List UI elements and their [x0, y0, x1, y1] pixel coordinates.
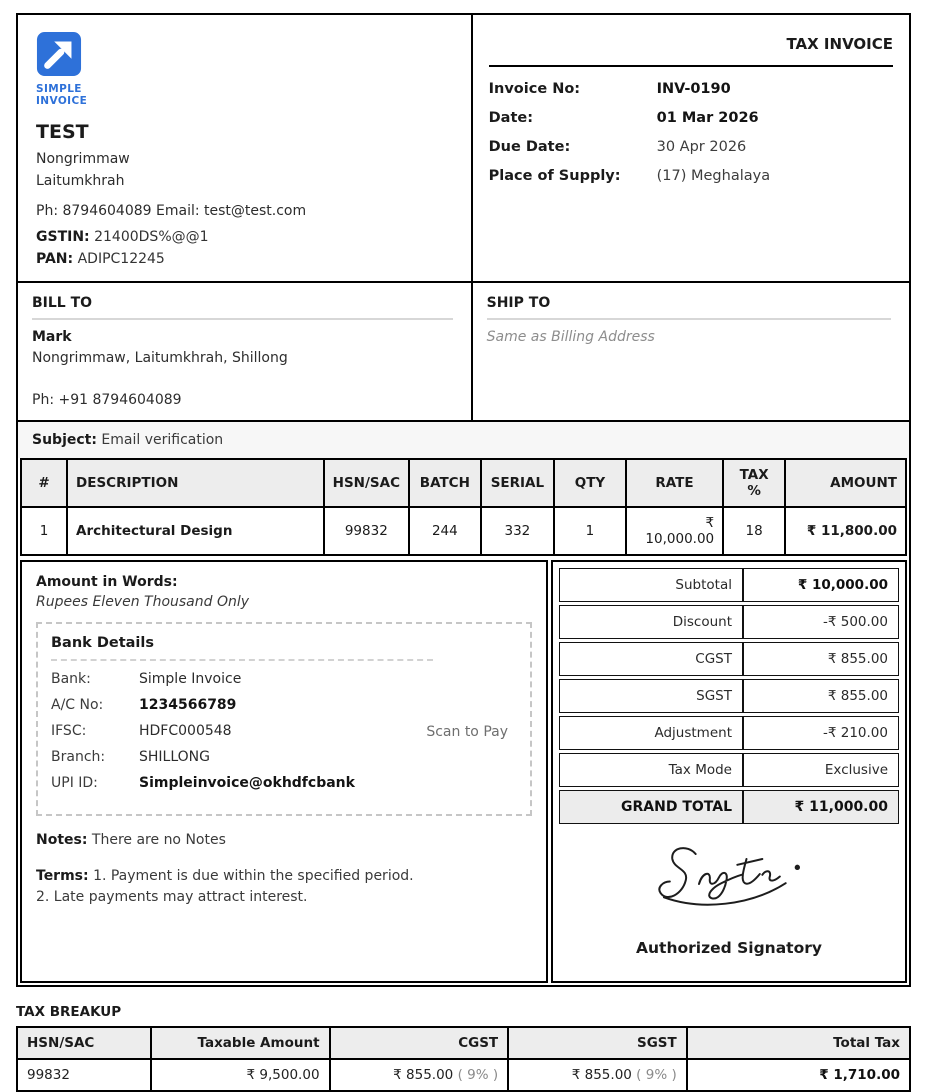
- seller-contact: Ph: 8794604089 Email: test@test.com: [36, 202, 307, 219]
- subject-value: Email verification: [101, 431, 224, 448]
- bill-to-title: BILL TO: [32, 295, 453, 320]
- meta-due-date: Due Date: 30 Apr 2026: [488, 139, 747, 155]
- totals-panel: [551, 560, 907, 983]
- ship-to-title: SHIP TO: [487, 295, 891, 320]
- addresses-section: [18, 281, 909, 420]
- invoice-meta-block: [471, 15, 909, 281]
- col-index: #: [21, 459, 67, 507]
- bill-to-name: Mark: [32, 328, 72, 345]
- tax-breakup-row: [17, 1059, 910, 1091]
- col-tax: TAX %: [723, 459, 785, 507]
- totals-tax-mode-row: Tax Mode Exclusive: [559, 753, 899, 787]
- ship-to-block: [471, 283, 909, 420]
- seller-address-line2: Laitumkhrah: [36, 172, 125, 189]
- seller-gstin: GSTIN: 21400DS%@@1: [36, 228, 209, 245]
- payment-info-panel: [20, 560, 548, 983]
- bank-account-row: A/C No: 1234566789: [51, 696, 237, 713]
- amount-in-words-value: Rupees Eleven Thousand Only: [36, 593, 250, 610]
- breakup-taxable: ₹ 9,500.00: [151, 1059, 330, 1091]
- terms-line2: 2. Late payments may attract interest.: [36, 888, 308, 905]
- totals-sgst-row: SGST ₹ 855.00: [559, 679, 899, 713]
- totals-cgst-row: CGST ₹ 855.00: [559, 642, 899, 676]
- breakup-sgst: ₹ 855.00 ( 9% ): [508, 1059, 687, 1091]
- item-hsn: 99832: [324, 507, 409, 555]
- meta-invoice-no: Invoice No: INV-0190: [488, 81, 731, 97]
- meta-place-of-supply: Place of Supply: (17) Meghalaya: [488, 168, 771, 184]
- breakup-hsn: 99832: [17, 1059, 151, 1091]
- bank-name-row: Bank: Simple Invoice: [51, 670, 242, 687]
- seller-pan: PAN: ADIPC12245: [36, 250, 165, 267]
- col-serial: SERIAL: [481, 459, 554, 507]
- totals-subtotal-row: Subtotal ₹ 10,000.00: [559, 568, 899, 602]
- bank-details-box: [36, 622, 532, 816]
- bank-details-title: Bank Details: [51, 635, 433, 661]
- items-table: [20, 458, 907, 556]
- col-batch: BATCH: [409, 459, 481, 507]
- item-qty: 1: [554, 507, 626, 555]
- invoice-meta-rows: [489, 81, 893, 184]
- col-description: DESCRIPTION: [67, 459, 324, 507]
- bill-to-address: Nongrimmaw, Laitumkhrah, Shillong: [32, 349, 288, 366]
- bill-to-block: [18, 283, 471, 420]
- sgst-percentage: ( 9% ): [636, 1066, 677, 1083]
- authorized-signatory-label: Authorized Signatory: [636, 938, 822, 957]
- totals-discount-row: Discount -₹ 500.00: [559, 605, 899, 639]
- amount-in-words-label: Amount in Words:: [36, 573, 178, 590]
- col-breakup-sgst: SGST: [508, 1027, 687, 1059]
- col-rate: RATE: [626, 459, 723, 507]
- col-hsn: HSN/SAC: [324, 459, 409, 507]
- signature-icon: [629, 837, 829, 921]
- item-index: 1: [21, 507, 67, 555]
- tax-breakup-title: TAX BREAKUP: [16, 1003, 122, 1020]
- seller-name: TEST: [36, 121, 89, 144]
- col-breakup-taxable: Taxable Amount: [151, 1027, 330, 1059]
- bank-ifsc-row: IFSC: HDFC000548: [51, 722, 232, 739]
- bank-branch-row: Branch: SHILLONG: [51, 748, 210, 765]
- logo-wordmark: SIMPLE INVOICE: [36, 83, 88, 108]
- invoice-document: [16, 13, 911, 987]
- grand-total-row: GRAND TOTAL ₹ 11,000.00: [559, 790, 899, 824]
- item-rate: ₹ 10,000.00: [626, 507, 723, 555]
- items-header-row: [21, 459, 906, 507]
- item-serial: 332: [481, 507, 554, 555]
- company-logo: [36, 31, 453, 107]
- cgst-percentage: ( 9% ): [457, 1066, 499, 1083]
- breakup-cgst: ₹ 855.00 ( 9% ): [330, 1059, 509, 1091]
- col-breakup-cgst: CGST: [330, 1027, 509, 1059]
- summary-section: [18, 558, 909, 985]
- item-tax: 18: [723, 507, 785, 555]
- item-description: Architectural Design: [67, 507, 324, 555]
- scan-to-pay-label: Scan to Pay: [426, 724, 508, 741]
- document-title: TAX INVOICE: [489, 27, 893, 67]
- logo-arrow-icon: [36, 31, 82, 77]
- item-batch: 244: [409, 507, 481, 555]
- col-breakup-hsn: HSN/SAC: [17, 1027, 151, 1059]
- seller-address-line1: Nongrimmaw: [36, 151, 130, 168]
- seller-block: [18, 15, 471, 281]
- meta-date: Date: 01 Mar 2026: [488, 110, 759, 126]
- notes-line: Notes: There are no Notes: [36, 831, 226, 848]
- col-qty: QTY: [554, 459, 626, 507]
- subject-label: Subject:: [32, 431, 97, 448]
- header-section: [18, 15, 909, 281]
- ship-to-text: Same as Billing Address: [486, 328, 655, 345]
- terms-line: Terms: 1. Payment is due within the specified period. 2. Late payments may attract interest.: [36, 866, 532, 908]
- signature-area: [559, 827, 899, 975]
- breakup-total-tax: ₹ 1,710.00: [687, 1059, 910, 1091]
- subject-row: [18, 420, 909, 458]
- col-breakup-total: Total Tax: [687, 1027, 910, 1059]
- bank-upi-row: UPI ID: Simpleinvoice@okhdfcbank: [51, 774, 355, 791]
- tax-breakup-header-row: [17, 1027, 910, 1059]
- tax-breakup-table: [16, 1026, 911, 1092]
- item-row: [21, 507, 906, 555]
- totals-adjustment-row: Adjustment -₹ 210.00: [559, 716, 899, 750]
- item-amount: ₹ 11,800.00: [785, 507, 906, 555]
- col-amount: AMOUNT: [785, 459, 906, 507]
- bill-to-phone: Ph: +91 8794604089: [32, 391, 182, 408]
